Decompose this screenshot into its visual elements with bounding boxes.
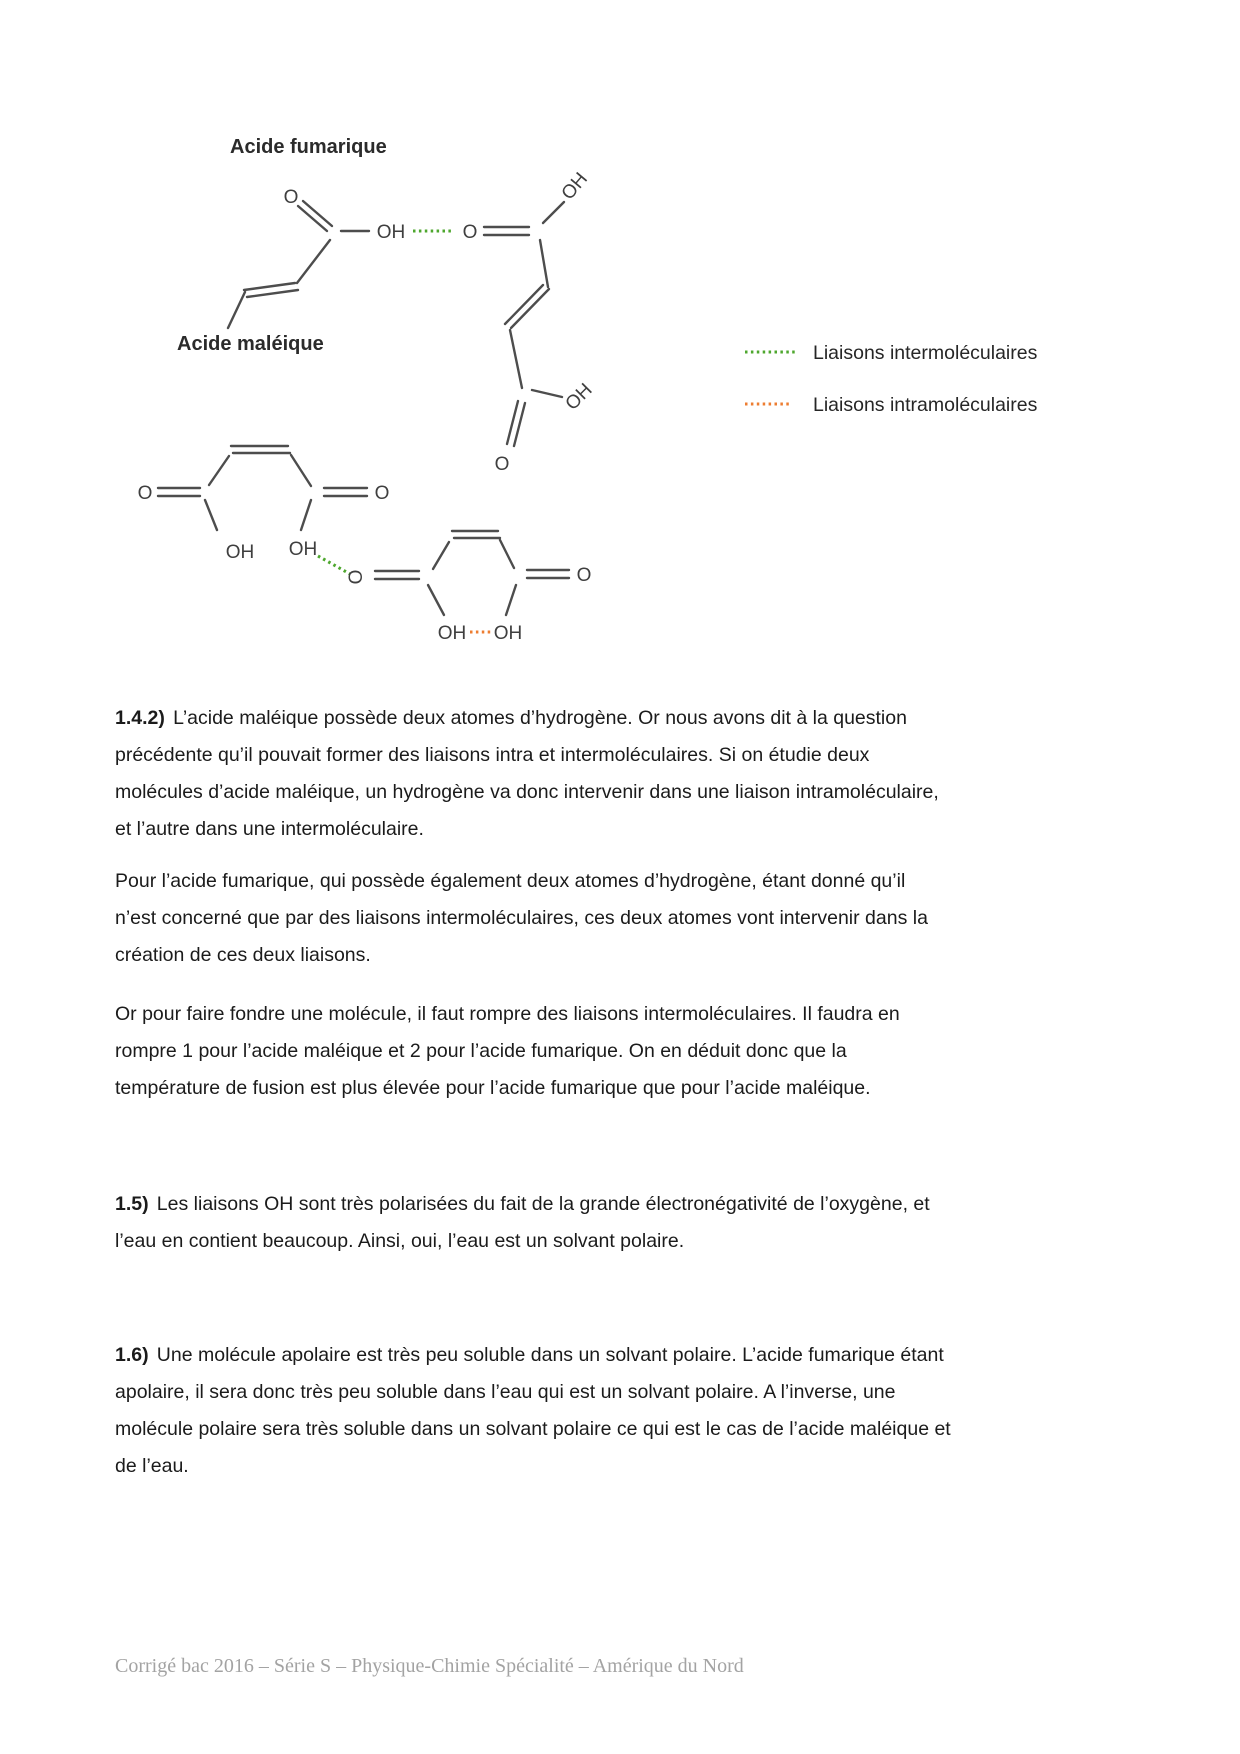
fumaric-dimer-structure: [228, 169, 597, 475]
fumaric-molecule-a-bonds: [228, 201, 369, 328]
fusion-conclusion-paragraph: [115, 996, 900, 1107]
hydroxyl-group: OH: [561, 379, 597, 415]
legend-intramolecular-label: Liaisons intramoléculaires: [813, 394, 1038, 416]
answer-1-5-paragraph: [115, 1186, 930, 1260]
oxygen-atom: O: [374, 483, 390, 504]
hydroxyl-group: OH: [376, 222, 406, 243]
maleic-dimer-structure: [138, 446, 592, 644]
text-line: de l’eau.: [115, 1455, 189, 1477]
text-span: Pour l’acide fumarique, qui possède également deux atomes d’hydrogène, étant donné qu’il: [115, 870, 906, 892]
text-line: [115, 863, 928, 900]
hydroxyl-group: OH: [225, 542, 255, 563]
text-line: apolaire, il sera donc très peu soluble dans l’eau qui est un solvant polaire. A l’inverse, une: [115, 1381, 896, 1403]
text-line: n’est concerné que par des liaisons intermoléculaires, ces deux atomes vont intervenir dans la: [115, 907, 928, 929]
text-line: [115, 700, 939, 737]
fumaric-explanation-paragraph: [115, 863, 928, 974]
fumaric-acid-label: Acide fumarique: [230, 136, 387, 158]
answer-1-4-2-paragraph: [115, 700, 939, 848]
text-span: L’acide maléique possède deux atomes d’hydrogène. Or nous avons dit à la question: [173, 707, 907, 729]
oxygen-atom: O: [494, 454, 510, 475]
maleic-molecule-c-bonds: [158, 446, 367, 530]
text-span: Or pour faire fondre une molécule, il faut rompre des liaisons intermoléculaires. Il faudra en: [115, 1003, 900, 1025]
text-line: l’eau en contient beaucoup. Ainsi, oui, l’eau est un solvant polaire.: [115, 1230, 685, 1252]
maleic-acid-label: Acide maléique: [177, 333, 324, 355]
text-line: précédente qu’il pouvait former des liaisons intra et intermoléculaires. Si on étudie deux: [115, 744, 870, 766]
text-span: Une molécule apolaire est très peu soluble dans un solvant polaire. L’acide fumarique étant: [156, 1344, 944, 1366]
text-line: [115, 1186, 930, 1223]
text-line: température de fusion est plus élevée pour l’acide fumarique que pour l’acide maléique.: [115, 1077, 871, 1099]
text-line: [115, 1337, 951, 1374]
oxygen-atom: O: [346, 569, 367, 585]
text-span: Les liaisons OH sont très polarisées du fait de la grande électronégativité de l’oxygène, et: [156, 1193, 930, 1215]
hydroxyl-group: OH: [437, 623, 467, 644]
question-number: 1.4.2): [115, 707, 165, 729]
hydroxyl-group: OH: [557, 168, 592, 205]
fumaric-molecule-b-bonds: [484, 202, 564, 446]
legend-item-intramolecular: [745, 394, 1038, 416]
page-footer: Corrigé bac 2016 – Série S – Physique-Chimie Spécialité – Amérique du Nord: [115, 1655, 744, 1677]
answer-1-6-paragraph: [115, 1337, 951, 1485]
text-line: création de ces deux liaisons.: [115, 944, 371, 966]
oxygen-atom: O: [283, 187, 299, 208]
text-line: molécule polaire sera très soluble dans un solvant polaire ce qui est le cas de l’acide maléique et: [115, 1418, 951, 1440]
hydroxyl-group: OH: [288, 539, 318, 560]
acid-structures-figure: [90, 95, 1150, 655]
oxygen-atom: O: [576, 565, 592, 586]
text-line: et l’autre dans une intermoléculaire.: [115, 818, 424, 840]
text-line: [115, 996, 900, 1033]
maleic-molecule-d-bonds: [375, 531, 569, 615]
question-number: 1.6): [115, 1344, 149, 1366]
text-line: molécules d’acide maléique, un hydrogène va donc intervenir dans une liaison intramoléculaire,: [115, 781, 939, 803]
oxygen-atom: O: [137, 483, 153, 504]
text-line: rompre 1 pour l’acide maléique et 2 pour l’acide fumarique. On en déduit donc que la: [115, 1040, 847, 1062]
legend: [745, 342, 1038, 416]
question-number: 1.5): [115, 1193, 149, 1215]
oxygen-atom: O: [462, 222, 478, 243]
hydroxyl-group: OH: [493, 623, 523, 644]
legend-item-intermolecular: [745, 342, 1038, 364]
legend-intermolecular-label: Liaisons intermoléculaires: [813, 342, 1038, 364]
